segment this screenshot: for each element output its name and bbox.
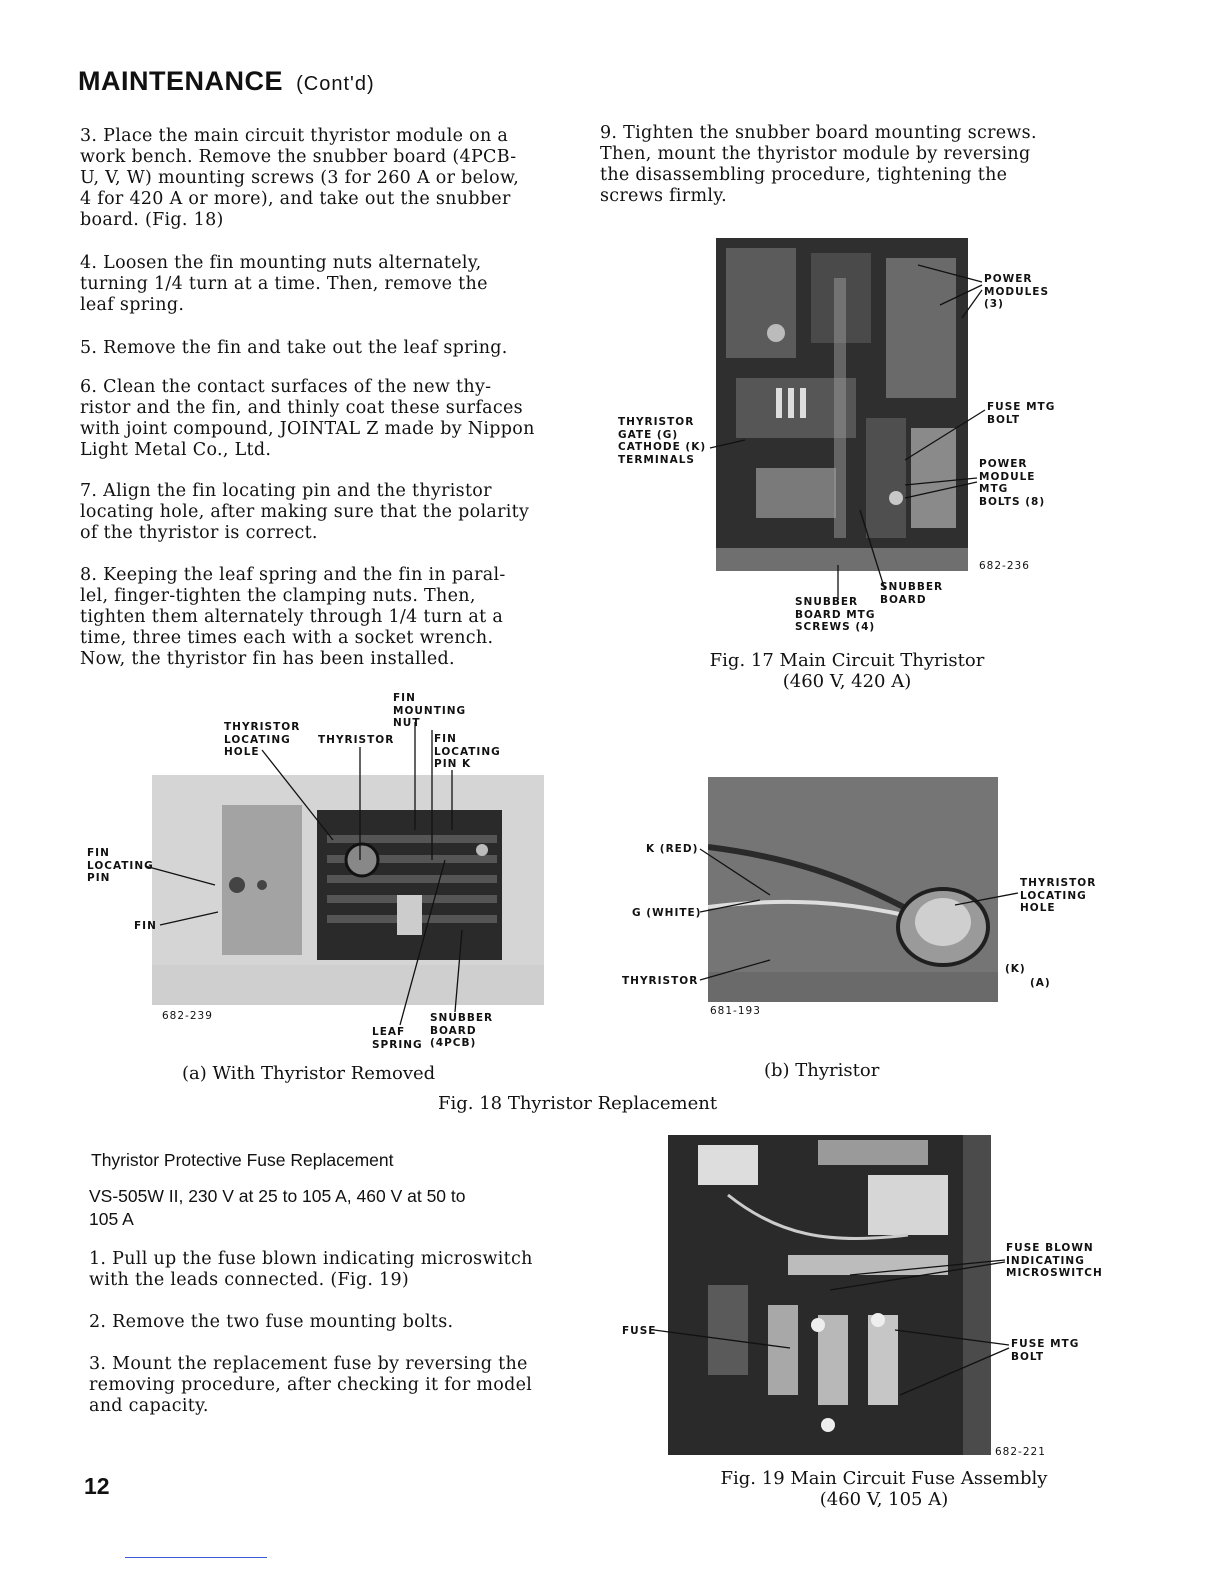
fig18b-g-white-label: G (WHITE)	[632, 907, 702, 919]
fig18a-caption: (a) With Thyristor Removed	[182, 1063, 436, 1084]
page-subtitle: (Cont'd)	[296, 73, 375, 95]
fig18b-caption: (b) Thyristor	[764, 1060, 880, 1081]
fig18a-fin-locating-pin-k-label: FIN LOCATING PIN K	[434, 733, 501, 770]
fig17-module-bolts-label: POWER MODULE MTG BOLTS (8)	[979, 458, 1046, 508]
fig18a-fin-label: FIN	[134, 920, 157, 932]
footer-rule	[125, 1557, 267, 1558]
fig18b-top-k-label: (K)	[1005, 963, 1026, 975]
fig18a-thyristor-locating-hole-label: THYRISTOR LOCATING HOLE	[224, 721, 301, 758]
fig17-caption: Fig. 17 Main Circuit Thyristor (460 V, 420 A)	[709, 650, 985, 692]
fig18a-fin-mounting-nut-label: FIN MOUNTING NUT	[393, 692, 467, 729]
fig17-code: 682-236	[979, 560, 1030, 572]
step-7: 7. Align the fin locating pin and the thyristor locating hole, after making sure that the polarity of the thyristor is correct.	[80, 481, 530, 543]
fig18-caption: Fig. 18 Thyristor Replacement	[438, 1093, 718, 1114]
fig19-fuse-bolt-label: FUSE MTG BOLT	[1011, 1338, 1080, 1363]
step-3: 3. Place the main circuit thyristor module on a work bench. Remove the snubber board (4PCB- U, V, W) mounting screws (3 for 260 A or below, 4 for 420 A or more), and take out the snubber board. (Fig. 18)	[80, 126, 520, 230]
fig17-fuse-bolt-label: FUSE MTG BOLT	[987, 401, 1056, 426]
fig19-fuse-label: FUSE	[622, 1325, 657, 1337]
fuse-step-1: 1. Pull up the fuse blown indicating microswitch with the leads connected. (Fig. 19)	[89, 1249, 533, 1290]
step-6: 6. Clean the contact surfaces of the new thy- ristor and the fin, and thinly coat these surfaces with joint compound, JOINTAL Z made by Nippon Light Metal Co., Ltd.	[80, 377, 535, 460]
page-title: MAINTENANCE	[78, 66, 283, 96]
fig17-snubber-screws-label: SNUBBER BOARD MTG SCREWS (4)	[795, 596, 876, 633]
fig17-power-modules-label: POWER MODULES (3)	[984, 273, 1050, 310]
fig19-caption: Fig. 19 Main Circuit Fuse Assembly (460 V, 105 A)	[720, 1468, 1048, 1510]
fig18a-snubber-board-label: SNUBBER BOARD (4PCB)	[430, 1012, 494, 1049]
step-8: 8. Keeping the leaf spring and the fin in paral- lel, finger-tighten the clamping nuts. Then, tighten them alternately through 1/4 turn at a time, three times each with a socket wrench. Now, the thyristor fin has been installed.	[80, 565, 506, 669]
fig18a-fin-locating-pin-label: FIN LOCATING PIN	[87, 847, 154, 884]
fig18a-leaf-spring-label: LEAF SPRING	[372, 1026, 423, 1051]
fig18a-thyristor-label: THYRISTOR	[318, 734, 395, 746]
fuse-section-models: VS-505W II, 230 V at 25 to 105 A, 460 V at 50 to 105 A	[89, 1186, 466, 1229]
fig17-thyristor-terminals-label: THYRISTOR GATE (G) CATHODE (K) TERMINALS	[618, 416, 707, 466]
fuse-step-3: 3. Mount the replacement fuse by reversing the removing procedure, after checking it for model and capacity.	[89, 1354, 533, 1416]
fig18a-code: 682-239	[162, 1010, 213, 1022]
fuse-section-heading: Thyristor Protective Fuse Replacement	[91, 1150, 394, 1170]
step-5: 5. Remove the fin and take out the leaf spring.	[80, 338, 508, 358]
fig18b-locating-hole-label: THYRISTOR LOCATING HOLE	[1020, 877, 1097, 914]
fig18b-thyristor-label: THYRISTOR	[622, 975, 699, 987]
step-4: 4. Loosen the fin mounting nuts alternately, turning 1/4 turn at a time. Then, remove the leaf spring.	[80, 253, 488, 315]
page-number: 12	[84, 1473, 110, 1499]
fig19-microswitch-label: FUSE BLOWN INDICATING MICROSWITCH	[1006, 1242, 1103, 1279]
fuse-step-2: 2. Remove the two fuse mounting bolts.	[89, 1312, 454, 1332]
fig18b-bottom-a-label: (A)	[1030, 977, 1051, 989]
fig18b-code: 681-193	[710, 1005, 761, 1017]
fig18b-k-red-label: K (RED)	[646, 843, 699, 855]
step-9: 9. Tighten the snubber board mounting screws. Then, mount the thyristor module by reversing the disassembling procedure, tightening the screws firmly.	[600, 123, 1037, 206]
fig17-snubber-board-label: SNUBBER BOARD	[880, 581, 944, 606]
fig19-code: 682-221	[995, 1446, 1046, 1458]
